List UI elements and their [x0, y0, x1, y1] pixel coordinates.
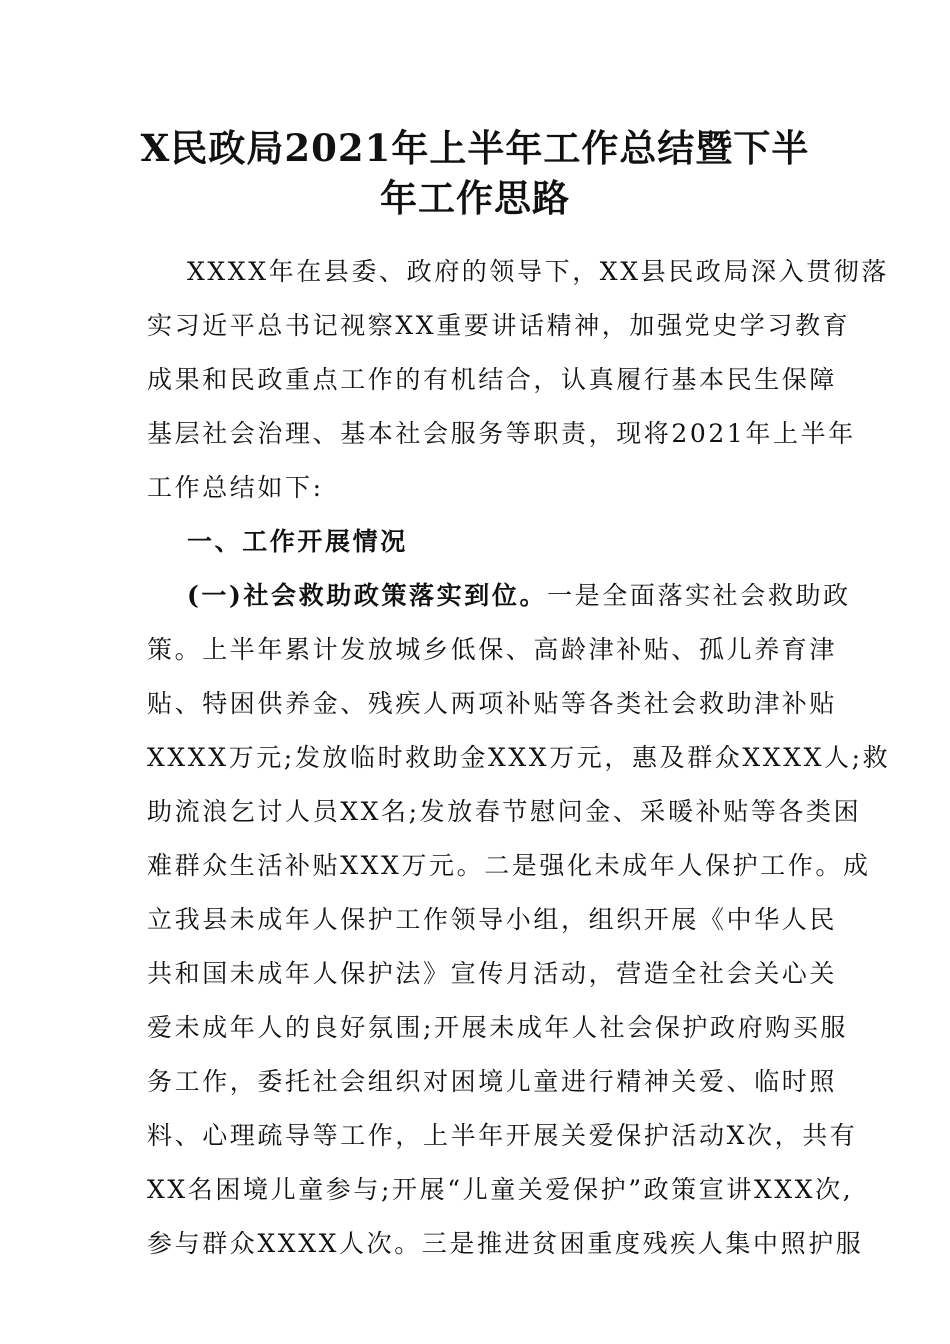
body-line: 贴、特困供养金、残疾人两项补贴等各类社会救助津补贴 [147, 689, 838, 718]
subsection-first-line-text: 一是全面落实社会救助政 [547, 581, 851, 610]
intro-line: XXXX年在县委、政府的领导下，XX县民政局深入贯彻落 [187, 257, 889, 286]
body-line: 策。上半年累计发放城乡低保、高龄津补贴、孤儿养育津 [147, 635, 838, 664]
body-line: 务工作，委托社会组织对困境儿童进行精神关爱、临时照 [147, 1067, 838, 1096]
body-line: 助流浪乞讨人员XX名;发放春节慰问金、采暖补贴等各类困 [147, 797, 862, 826]
body-line: XXXX万元;发放临时救助金XXX万元，惠及群众XXXX人;救 [147, 743, 891, 772]
document-title-line-1: X民政局2021年上半年工作总结暨下半 [140, 126, 810, 170]
body-line: 料、心理疏导等工作，上半年开展关爱保护活动X次，共有 [147, 1121, 858, 1150]
intro-line: 成果和民政重点工作的有机结合，认真履行基本民生保障 [147, 365, 838, 394]
subsection-heading: (一)社会救助政策落实到位。 [187, 581, 548, 610]
body-line: 参与群众XXXX人次。三是推进贫困重度残疾人集中照护服 [147, 1229, 864, 1258]
intro-line: 基层社会治理、基本社会服务等职责，现将2021年上半年 [147, 419, 856, 448]
section-heading: 一、工作开展情况 [187, 527, 408, 556]
subsection-first-line [187, 579, 851, 613]
intro-line: 实习近平总书记视察XX重要讲话精神，加强党史学习教育 [147, 311, 851, 340]
intro-line: 工作总结如下: [147, 473, 324, 502]
document-title-line-2: 年工作思路 [380, 176, 570, 220]
body-line: 共和国未成年人保护法》宣传月活动，营造全社会关心关 [147, 959, 838, 988]
body-line: 爱未成年人的良好氛围;开展未成年人社会保护政府购买服 [147, 1013, 849, 1042]
body-line: XX名困境儿童参与;开展“儿童关爱保护”政策宣讲XXX次, [147, 1175, 854, 1204]
body-line: 立我县未成年人保护工作领导小组，组织开展《中华人民 [147, 905, 838, 934]
body-line: 难群众生活补贴XXX万元。二是强化未成年人保护工作。成 [147, 851, 871, 880]
